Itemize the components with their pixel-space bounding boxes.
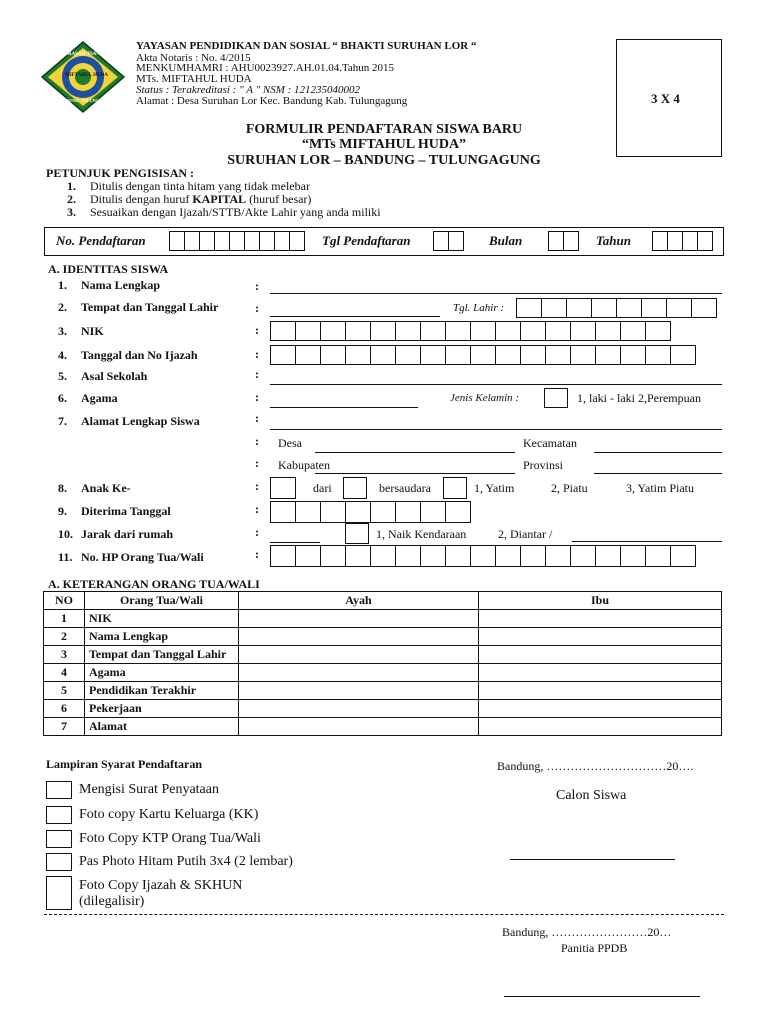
instruction-text-3: Sesuaikan dengan Ijazah/STTB/Akte Lahir yang anda miliki (90, 205, 381, 219)
field-11-label: No. HP Orang Tua/Wali (81, 550, 204, 564)
row-label: Nama Lengkap (85, 628, 239, 646)
transport-box[interactable] (345, 523, 369, 544)
phone-boxes[interactable] (270, 545, 695, 565)
col-father-header: Ayah (239, 592, 479, 610)
attachment-label-5-note: (dilegalisir) (79, 894, 145, 909)
instructions-heading: PETUNJUK PENGISISAN : (46, 166, 195, 180)
nik-boxes[interactable] (270, 321, 670, 341)
field-2-num: 2. (58, 300, 67, 314)
orphan-status-box[interactable] (443, 477, 467, 499)
signature-role-2: Panitia PPDB (561, 941, 628, 955)
logo-text-bottom: BANDUNG - TULUNGAGUNG (58, 98, 114, 103)
section-parents-heading: A. KETERANGAN ORANG TUA/WALI (48, 577, 260, 591)
accepted-date-boxes[interactable] (270, 501, 470, 521)
field-3-colon: : (255, 323, 259, 337)
accreditation-status: Status : Terakreditasi : " A " NSM : 121235040002 (136, 84, 361, 96)
siblings-box[interactable] (343, 477, 367, 499)
registration-month-boxes[interactable] (548, 231, 578, 251)
province-label: Provinsi (523, 458, 564, 472)
mother-cell[interactable] (479, 718, 722, 736)
field-3-label: NIK (81, 324, 104, 338)
row-label: Tempat dan Tanggal Lahir (85, 646, 239, 664)
logo-text-top: MADRASAH TSANAWIYAH (56, 52, 121, 57)
signature-role-1: Calon Siswa (556, 788, 627, 803)
mother-cell[interactable] (479, 682, 722, 700)
father-cell[interactable] (239, 682, 479, 700)
mother-cell[interactable] (479, 700, 722, 718)
notary-deed: Akta Notaris : No. 4/2015 (136, 52, 251, 64)
birth-date-boxes[interactable] (516, 298, 716, 318)
attachment-label-5: Foto Copy Ijazah & SKHUN (79, 878, 243, 893)
field-5-colon: : (255, 367, 259, 381)
row-no: 2 (44, 628, 85, 646)
field-2-colon: : (255, 301, 259, 315)
full-name-line[interactable] (270, 293, 722, 294)
instruction-num-1: 1. (67, 179, 76, 193)
father-cell[interactable] (239, 700, 479, 718)
field-10-num: 10. (58, 527, 73, 541)
field-2-label: Tempat dan Tanggal Lahir (81, 300, 219, 314)
mother-cell[interactable] (479, 628, 722, 646)
mother-cell[interactable] (479, 664, 722, 682)
distance-line[interactable] (270, 542, 320, 543)
registration-date-boxes[interactable] (433, 231, 463, 251)
col-no-header: NO (44, 592, 85, 610)
field-7-label: Alamat Lengkap Siswa (81, 414, 200, 428)
field-1-colon: : (255, 279, 259, 293)
signature-place-date-2: Bandung, ……………………20… (502, 925, 672, 939)
field-10-label: Jarak dari rumah (81, 527, 174, 541)
father-cell[interactable] (239, 646, 479, 664)
attachment-label-4: Pas Photo Hitam Putih 3x4 (2 lembar) (79, 854, 293, 869)
child-order-box[interactable] (270, 477, 296, 499)
dashed-divider (44, 914, 724, 915)
signature-line-2[interactable] (504, 996, 700, 997)
row-no: 1 (44, 610, 85, 628)
row-label: Agama (85, 664, 239, 682)
col-mother-header: Ibu (479, 592, 722, 610)
village-colon: : (255, 434, 259, 448)
district-label: Kecamatan (523, 436, 577, 450)
table-row (44, 718, 722, 736)
table-row (44, 610, 722, 628)
transport-option-2: 2, Diantar / (498, 527, 553, 541)
school-address: Alamat : Desa Suruhan Lor Kec. Bandung Kab. Tulungagung (136, 95, 408, 107)
school-name: MTs. MIFTAHUL HUDA (136, 73, 252, 85)
attachment-label-3: Foto Copy KTP Orang Tua/Wali (79, 831, 261, 846)
field-9-label: Diterima Tanggal (81, 504, 171, 518)
attachment-checkbox-2[interactable] (46, 806, 72, 824)
field-7-num: 7. (58, 414, 67, 428)
parents-table-header (44, 592, 722, 610)
father-cell[interactable] (239, 610, 479, 628)
gender-box[interactable] (544, 388, 568, 408)
gender-label: Jenis Kelamin : (450, 392, 520, 404)
row-no: 6 (44, 700, 85, 718)
from-label: dari (313, 481, 332, 495)
attachment-checkbox-5[interactable] (46, 876, 72, 910)
table-row (44, 700, 722, 718)
regency-colon: : (255, 456, 259, 470)
field-1-num: 1. (58, 278, 67, 292)
registration-number-label: No. Pendaftaran (56, 233, 146, 248)
parents-table (43, 591, 722, 736)
row-no: 4 (44, 664, 85, 682)
signature-line-1[interactable] (510, 859, 675, 860)
regency-label: Kabupaten (278, 458, 330, 472)
registration-number-boxes[interactable] (169, 231, 304, 251)
photo-size-label: 3 X 4 (651, 91, 680, 106)
col-guardian-header: Orang Tua/Wali (85, 592, 239, 610)
school-logo (38, 40, 128, 114)
table-row (44, 646, 722, 664)
field-3-num: 3. (58, 324, 67, 338)
field-6-colon: : (255, 390, 259, 404)
transport-option-1: 1, Naik Kendaraan (376, 527, 467, 541)
field-10-colon: : (255, 525, 259, 539)
mother-cell[interactable] (479, 646, 722, 664)
field-6-num: 6. (58, 391, 67, 405)
regency-line[interactable] (315, 473, 515, 474)
row-label: Pendidikan Terakhir (85, 682, 239, 700)
district-line[interactable] (594, 452, 722, 453)
registration-date-label: Tgl Pendaftaran (322, 233, 411, 248)
field-1-label: Nama Lengkap (81, 278, 161, 292)
field-4-label: Tanggal dan No Ijazah (81, 348, 198, 362)
orphan-option-2: 2, Piatu (551, 481, 588, 495)
field-9-num: 9. (58, 504, 67, 518)
instruction-num-3: 3. (67, 205, 76, 219)
field-11-colon: : (255, 547, 259, 561)
logo-text-center: MIFTAHUL HUDA (65, 73, 108, 78)
field-5-num: 5. (58, 369, 67, 383)
row-no: 7 (44, 718, 85, 736)
registration-year-label: Tahun (596, 233, 631, 248)
row-label: Pekerjaan (85, 700, 239, 718)
foundation-name: YAYASAN PENDIDIKAN DAN SOSIAL “ BHAKTI SURUHAN LOR “ (136, 40, 477, 52)
signature-place-date-1: Bandung, …………………………20…. (497, 759, 694, 773)
row-label: Alamat (85, 718, 239, 736)
field-4-colon: : (255, 347, 259, 361)
attachment-checkbox-4[interactable] (46, 853, 72, 871)
father-cell[interactable] (239, 718, 479, 736)
field-11-num: 11. (58, 550, 73, 564)
section-identity-heading: A. IDENTITAS SISWA (48, 262, 169, 276)
previous-school-line[interactable] (270, 384, 722, 385)
table-row (44, 664, 722, 682)
attachment-label-2: Foto copy Kartu Keluarga (KK) (79, 807, 259, 822)
field-5-label: Asal Sekolah (81, 369, 148, 383)
orphan-option-3: 3, Yatim Piatu (626, 481, 695, 495)
table-row (44, 628, 722, 646)
row-no: 5 (44, 682, 85, 700)
field-9-colon: : (255, 502, 259, 516)
birth-date-label: Tgl. Lahir : (453, 302, 505, 314)
certificate-boxes[interactable] (270, 345, 695, 365)
row-no: 3 (44, 646, 85, 664)
birth-place-line[interactable] (270, 316, 440, 317)
registration-year-boxes[interactable] (652, 231, 712, 251)
father-cell[interactable] (239, 628, 479, 646)
instruction-text-2: Ditulis dengan huruf KAPITAL (huruf besar) (90, 192, 312, 206)
form-school-title: “MTs MIFTAHUL HUDA” (301, 137, 467, 152)
form-location-title: SURUHAN LOR – BANDUNG – TULUNGAGUNG (227, 153, 541, 168)
field-4-num: 4. (58, 348, 67, 362)
transport-other-line[interactable] (572, 541, 722, 542)
orphan-option-1: 1, Yatim (474, 481, 515, 495)
row-label: NIK (85, 610, 239, 628)
form-title: FORMULIR PENDAFTARAN SISWA BARU (245, 122, 523, 137)
field-6-label: Agama (81, 391, 118, 405)
menkumham-number: MENKUMHAMRI : AHU0023927.AH.01.04.Tahun 2015 (136, 62, 395, 74)
attachments-heading: Lampiran Syarat Pendaftaran (46, 757, 202, 771)
father-cell[interactable] (239, 664, 479, 682)
instruction-num-2: 2. (67, 192, 76, 206)
instruction-text-1: Ditulis dengan tinta hitam yang tidak melebar (90, 179, 310, 193)
field-8-colon: : (255, 479, 259, 493)
table-row (44, 682, 722, 700)
attachment-checkbox-3[interactable] (46, 830, 72, 848)
field-8-label: Anak Ke- (81, 481, 131, 495)
field-8-num: 8. (58, 481, 67, 495)
mother-cell[interactable] (479, 610, 722, 628)
gender-options: 1, laki - laki 2,Perempuan (577, 391, 701, 405)
registration-month-label: Bulan (489, 233, 523, 248)
village-label: Desa (278, 436, 302, 450)
attachment-label-1: Mengisi Surat Penyataan (79, 782, 219, 797)
field-7-colon: : (255, 411, 259, 425)
village-line[interactable] (315, 452, 515, 453)
province-line[interactable] (594, 473, 722, 474)
attachment-checkbox-1[interactable] (46, 781, 72, 799)
siblings-label: bersaudara (379, 481, 431, 495)
address-line[interactable] (270, 429, 722, 430)
religion-line[interactable] (270, 407, 418, 408)
